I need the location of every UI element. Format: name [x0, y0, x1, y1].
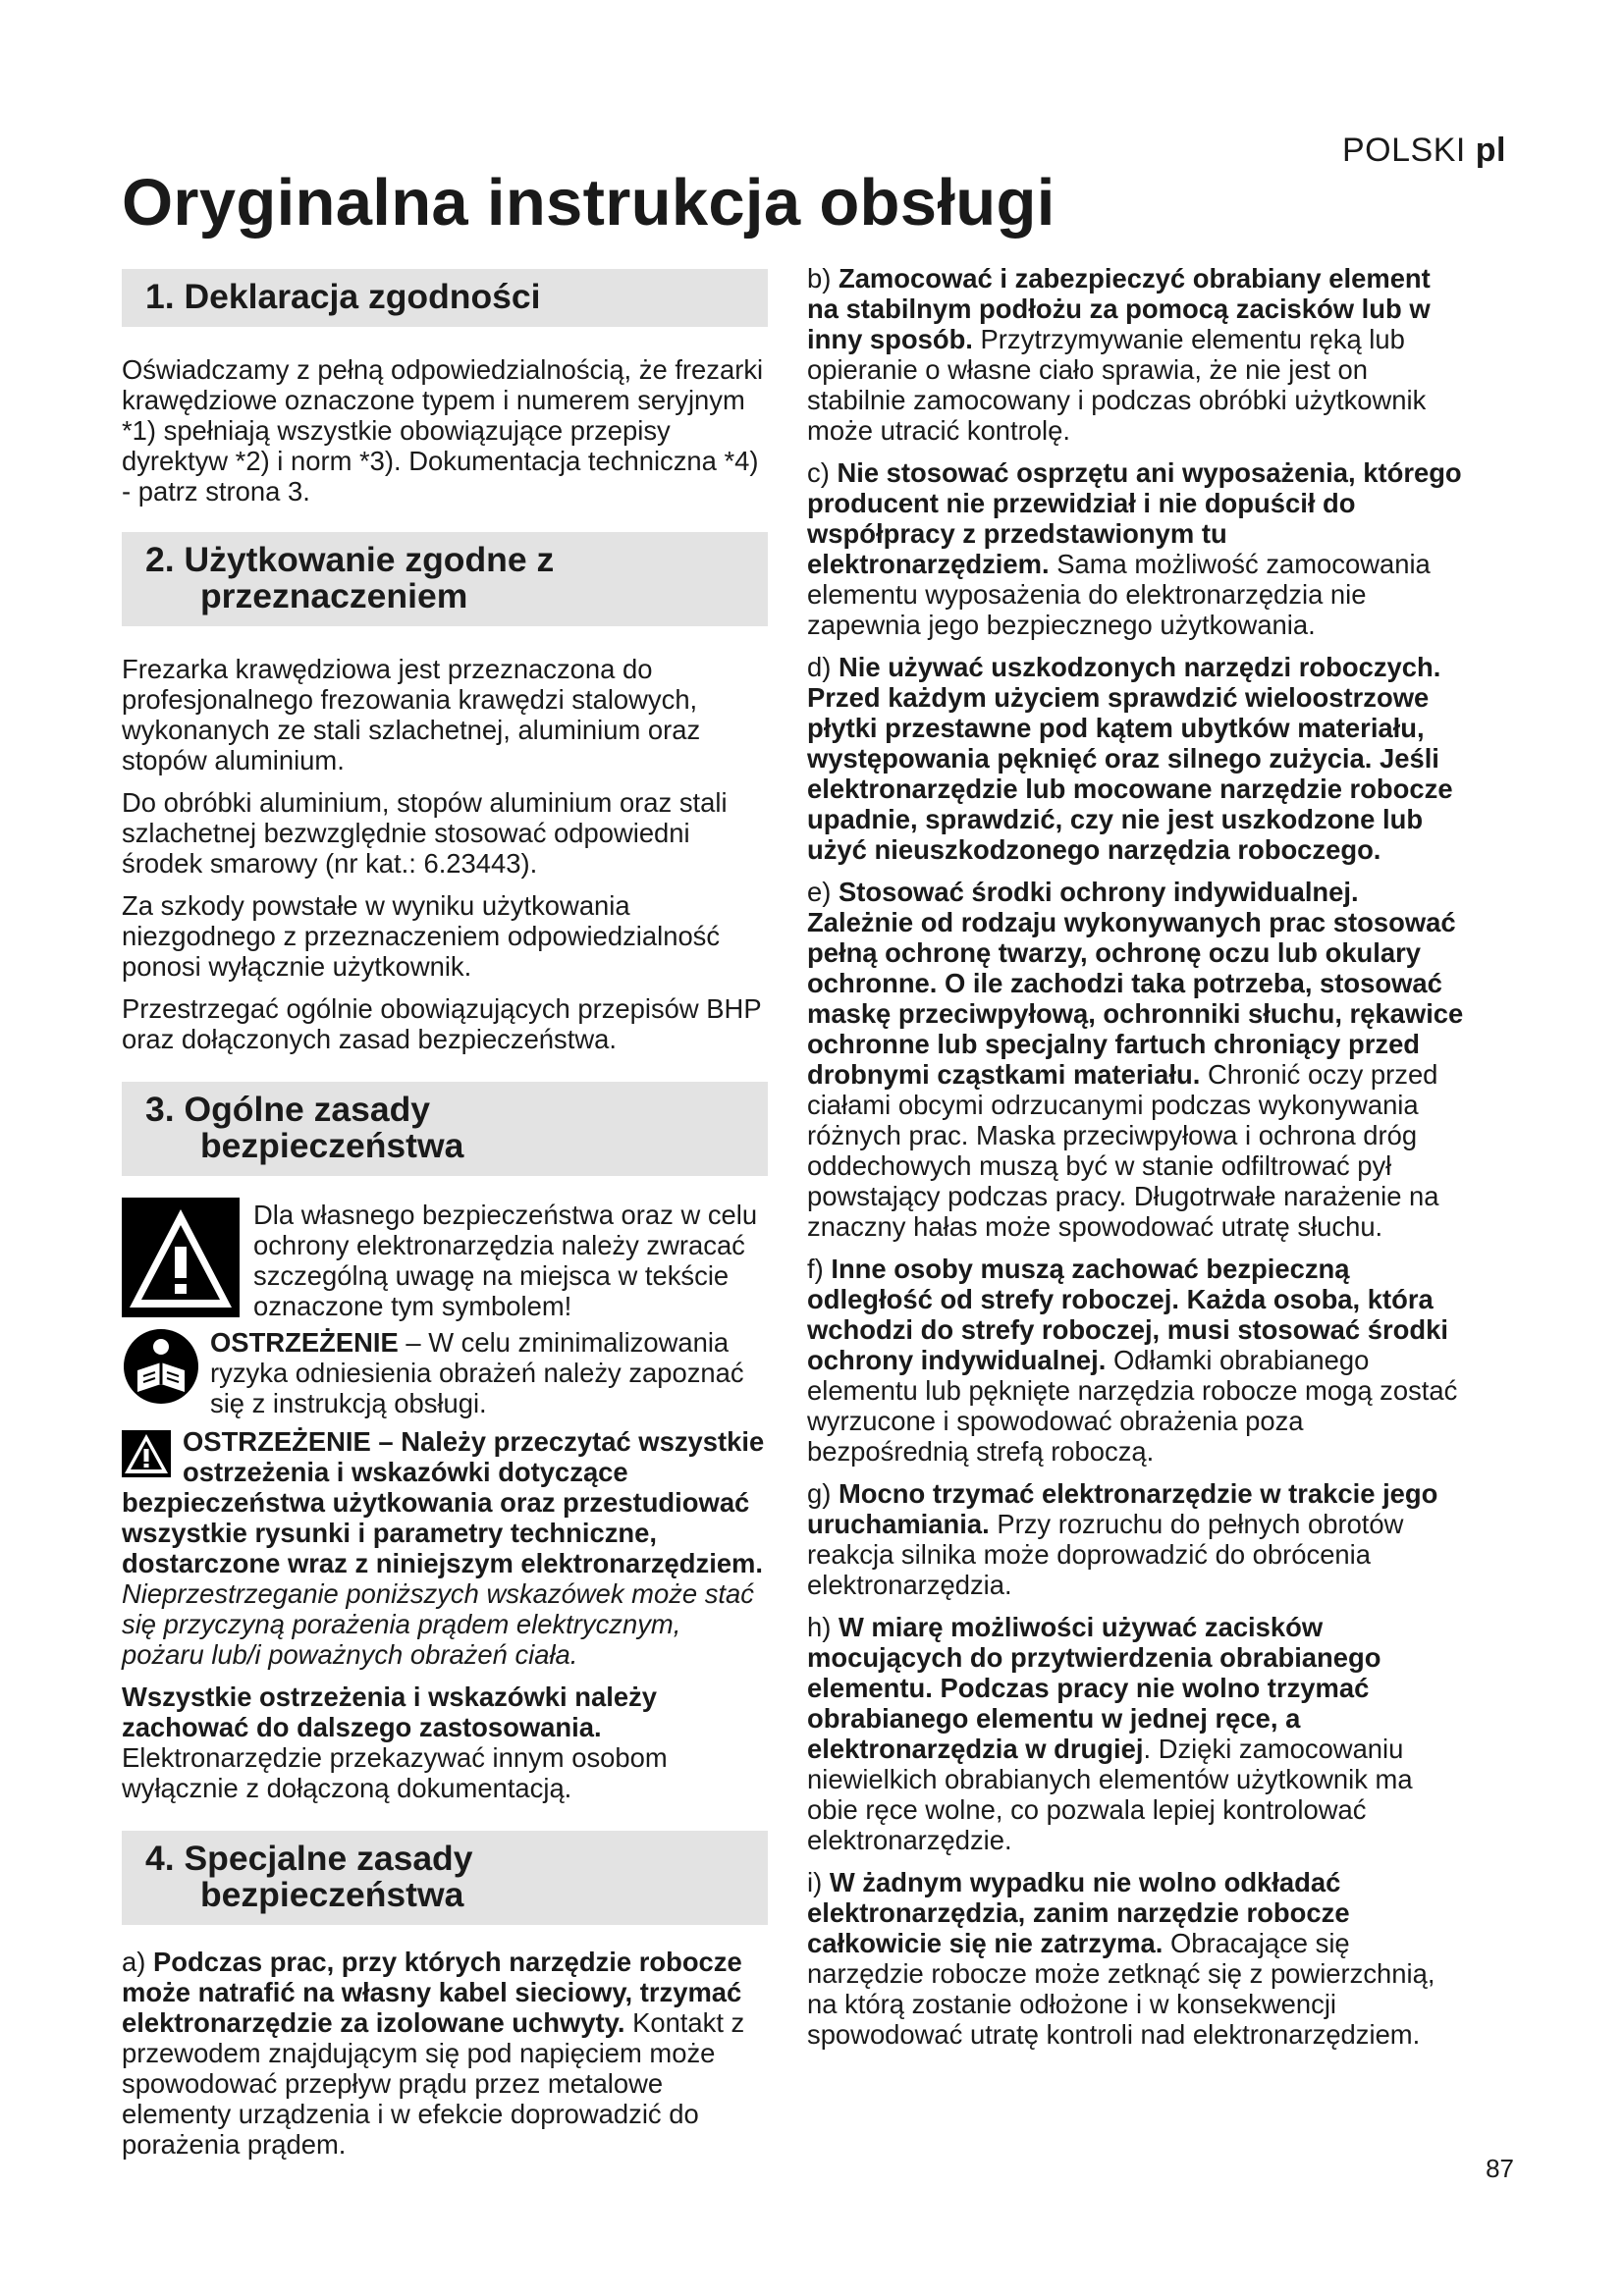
rule-d-prefix: d)	[807, 652, 839, 682]
manual-warning-text	[210, 1327, 768, 1418]
section-1-text: Oświadczamy z pełną odpowiedzialnością, że frezarki krawędziowe oznaczone typem i numerem seryjnym *1) spełniają wszystkie obowiązujące przepisy dyrektyw *2) i norm *3). Dokumentacja techniczna *4) - patrz strona 3.	[122, 354, 764, 507]
general-warning-bold: OSTRZEŻENIE – Należy przeczytać wszystkie ostrzeżenia i wskazówki dotyczące bezpieczeństwa użytkowania oraz przestudiować wszystkie rysunki i parametry techniczne, dostarczone wraz z niniejszym elektronarzędziem.	[122, 1426, 765, 1578]
rule-g-prefix: g)	[807, 1478, 839, 1509]
language-code: pl	[1475, 132, 1506, 169]
section-2-heading-line2: przeznaczeniem	[200, 576, 468, 615]
small-warning-triangle-icon	[122, 1430, 171, 1477]
section-4-heading	[122, 1831, 768, 1925]
rule-g-text: Przy rozruchu do pełnych obrotów reakcja silnika może doprowadzić do obrócenia elektronarzędzia.	[807, 1509, 1404, 1600]
rule-e	[807, 877, 1465, 1242]
section-2-paragraph-4: Przestrzegać ogólnie obowiązujących przepisów BHP oraz dołączonych zasad bezpieczeństwa.	[122, 993, 762, 1054]
rule-a-text: Kontakt z przewodem znajdującym się pod napięciem może spowodować przepływ prądu przez metalowe elementy urządzenia i w efekcie doprowadzić do porażenia prądem.	[122, 2007, 745, 2160]
manual-warning-label: OSTRZEŻENIE	[210, 1327, 399, 1358]
rule-b-prefix: b)	[807, 263, 839, 294]
rule-f-prefix: f)	[807, 1254, 832, 1284]
rule-c-prefix: c)	[807, 457, 838, 488]
rule-d	[807, 652, 1465, 865]
rule-c	[807, 457, 1465, 640]
section-2-paragraph-2: Do obróbki aluminium, stopów aluminium oraz stali szlachetnej bezwzględnie stosować odpowiedni środek smarowy (nr kat.: 6.23443).	[122, 787, 728, 879]
page-number: 87	[1486, 2154, 1514, 2183]
language-word: POLSKI	[1341, 132, 1466, 169]
section-2-paragraph-3: Za szkody powstałe w wyniku użytkowania niezgodnego z przeznaczeniem odpowiedzialność ponosi wyłącznie użytkownik.	[122, 890, 721, 982]
general-warning-italic: Nieprzestrzeganie poniższych wskazówek może stać się przyczyną porażenia prądem elektrycznym, pożaru lub/i poważnych obrażeń ciała.	[122, 1578, 754, 1670]
keep-instructions	[122, 1682, 768, 1803]
rule-i-bold: W żadnym wypadku nie wolno odkładać elektronarzędzia, zanim narzędzie robocze całkowicie się nie zatrzyma.	[807, 1867, 1350, 1958]
rule-h-bold: W miarę możliwości używać zacisków mocujących do przytwierdzenia obrabianego elementu. Podczas pracy nie wolno trzymać obrabianego elementu w jednej ręce, a elektronarzędzia w drugiej	[807, 1612, 1381, 1764]
warning-triangle-icon	[122, 1198, 240, 1317]
section-4-heading-line2: bezpieczeństwa	[200, 1875, 464, 1914]
rule-i-text: Obracające się narzędzie robocze może zetknąć się z powierzchnią, na którą zostanie odłożone i w konsekwencji spowodować utratę kontroli nad elektronarzędziem.	[807, 1928, 1435, 2050]
right-column	[807, 263, 1465, 2061]
section-1-heading	[122, 269, 768, 327]
rule-g	[807, 1478, 1465, 1600]
rule-g-bold: Mocno trzymać elektronarzędzie w trakcie jego uruchamiania.	[807, 1478, 1438, 1539]
rule-c-text: Sama możliwość zamocowania elementu wyposażenia do elektronarzędzia nie zapewnia jego bezpiecznego użytkowania.	[807, 549, 1431, 640]
rule-e-text: Chronić oczy przed ciałami obcymi odrzucanymi podczas wykonywania różnych prac. Maska przeciwpyłowa i ochrona dróg oddechowych muszą być w stanie odfiltrować pył powstający podczas pracy. Długotrwałe narażenie na znaczny hałas może spowodować utratę słuchu.	[807, 1059, 1439, 1242]
left-column	[122, 269, 768, 2171]
section-2-paragraph-1: Frezarka krawędziowa jest przeznaczona do profesjonalnego frezowania krawędzi stalowych, wykonanych ze stali szlachetnej, aluminium oraz stopów aluminium.	[122, 654, 701, 775]
manual-warning	[122, 1327, 768, 1418]
rule-e-prefix: e)	[807, 877, 839, 907]
read-manual-icon	[122, 1327, 200, 1406]
manual-warning-body: – W celu zminimalizowania ryzyka odniesienia obrażeń należy zapoznać się z instrukcją obsługi.	[210, 1327, 744, 1418]
rule-f-text: Odłamki obrabianego elementu lub pęknięte narzędzia robocze mogą zostać wyrzucone i spowodować obrażenia poza bezpośrednią strefą roboczą.	[807, 1345, 1458, 1467]
rule-f-bold: Inne osoby muszą zachować bezpieczną odległość od strefy roboczej. Każda osoba, która wchodzi do strefy roboczej, musi stosować środki ochrony indywidualnej.	[807, 1254, 1448, 1375]
rule-a	[122, 1947, 768, 2160]
page-title: Oryginalna instrukcja obsługi	[122, 166, 1056, 240]
rule-b-bold: Zamocować i zabezpieczyć obrabiany element na stabilnym podłożu za pomocą zacisków lub w inny sposób.	[807, 263, 1431, 354]
general-warning	[122, 1426, 768, 1670]
rule-a-bold: Podczas prac, przy których narzędzie robocze może natrafić na własny kabel sieciowy, trzymać elektronarzędzie za izolowane uchwyty.	[122, 1947, 742, 2038]
rule-h	[807, 1612, 1465, 1855]
section-2-heading	[122, 532, 768, 626]
section-4-heading-line1: 4. Specjalne zasady	[145, 1839, 473, 1878]
safety-symbol-block	[122, 1198, 768, 1321]
rule-i-prefix: i)	[807, 1867, 830, 1897]
language-label	[1342, 132, 1506, 170]
rule-c-bold: Nie stosować osprzętu ani wyposażenia, którego producent nie przewidział i nie dopuścił do współpracy z przedstawionym tu elektronarzędziem.	[807, 457, 1462, 579]
rule-h-prefix: h)	[807, 1612, 839, 1642]
rule-a-prefix: a)	[122, 1947, 153, 1977]
section-3-heading	[122, 1082, 768, 1176]
rule-d-bold: Nie używać uszkodzonych narzędzi roboczych. Przed każdym użyciem sprawdzić wieloostrzowe płytki przestawne pod kątem ubytków materiału, występowania pęknięć oraz silnego zużycia. Jeśli elektronarzędzie lub mocowane narzędzie robocze upadnie, sprawdzić, czy nie jest uszkodzone lub użyć nieuszkodzonego narzędzia roboczego.	[807, 652, 1453, 865]
rule-h-text: . Dzięki zamocowaniu niewielkich obrabianych elementów użytkownik ma obie ręce wolne, co pozwala lepiej kontrolować elektronarzędzie.	[807, 1734, 1413, 1855]
rule-b	[807, 263, 1465, 446]
keep-instructions-text: Elektronarzędzie przekazywać innym osobom wyłącznie z dołączoną dokumentacją.	[122, 1742, 668, 1803]
section-1-heading-text: 1. Deklaracja zgodności	[145, 277, 541, 316]
section-3-heading-line1: 3. Ogólne zasady	[145, 1090, 431, 1129]
rule-i	[807, 1867, 1465, 2050]
safety-symbol-text: Dla własnego bezpieczeństwa oraz w celu ochrony elektronarzędzia należy zwracać szczególną uwagę na miejsca w tekście oznaczone tym symbolem!	[253, 1200, 758, 1321]
section-3-heading-line2: bezpieczeństwa	[200, 1126, 464, 1165]
section-2-heading-line1: 2. Użytkowanie zgodne z	[145, 540, 555, 579]
rule-b-text: Przytrzymywanie elementu ręką lub opieranie o własne ciało sprawia, że nie jest on stabilnie zamocowany i podczas obróbki użytkownik może utracić kontrolę.	[807, 324, 1427, 446]
rule-e-bold: Stosować środki ochrony indywidualnej. Zależnie od rodzaju wykonywanych prac stosować pełną ochronę twarzy, ochronę oczu lub okulary ochronne. O ile zachodzi taka potrzeba, stosować maskę przeciwpyłową, ochronniki słuchu, rękawice ochronne lub specjalny fartuch chroniący przed drobnymi cząstkami materiału.	[807, 877, 1464, 1090]
keep-instructions-bold: Wszystkie ostrzeżenia i wskazówki należy zachować do dalszego zastosowania.	[122, 1682, 657, 1742]
rule-f	[807, 1254, 1465, 1467]
